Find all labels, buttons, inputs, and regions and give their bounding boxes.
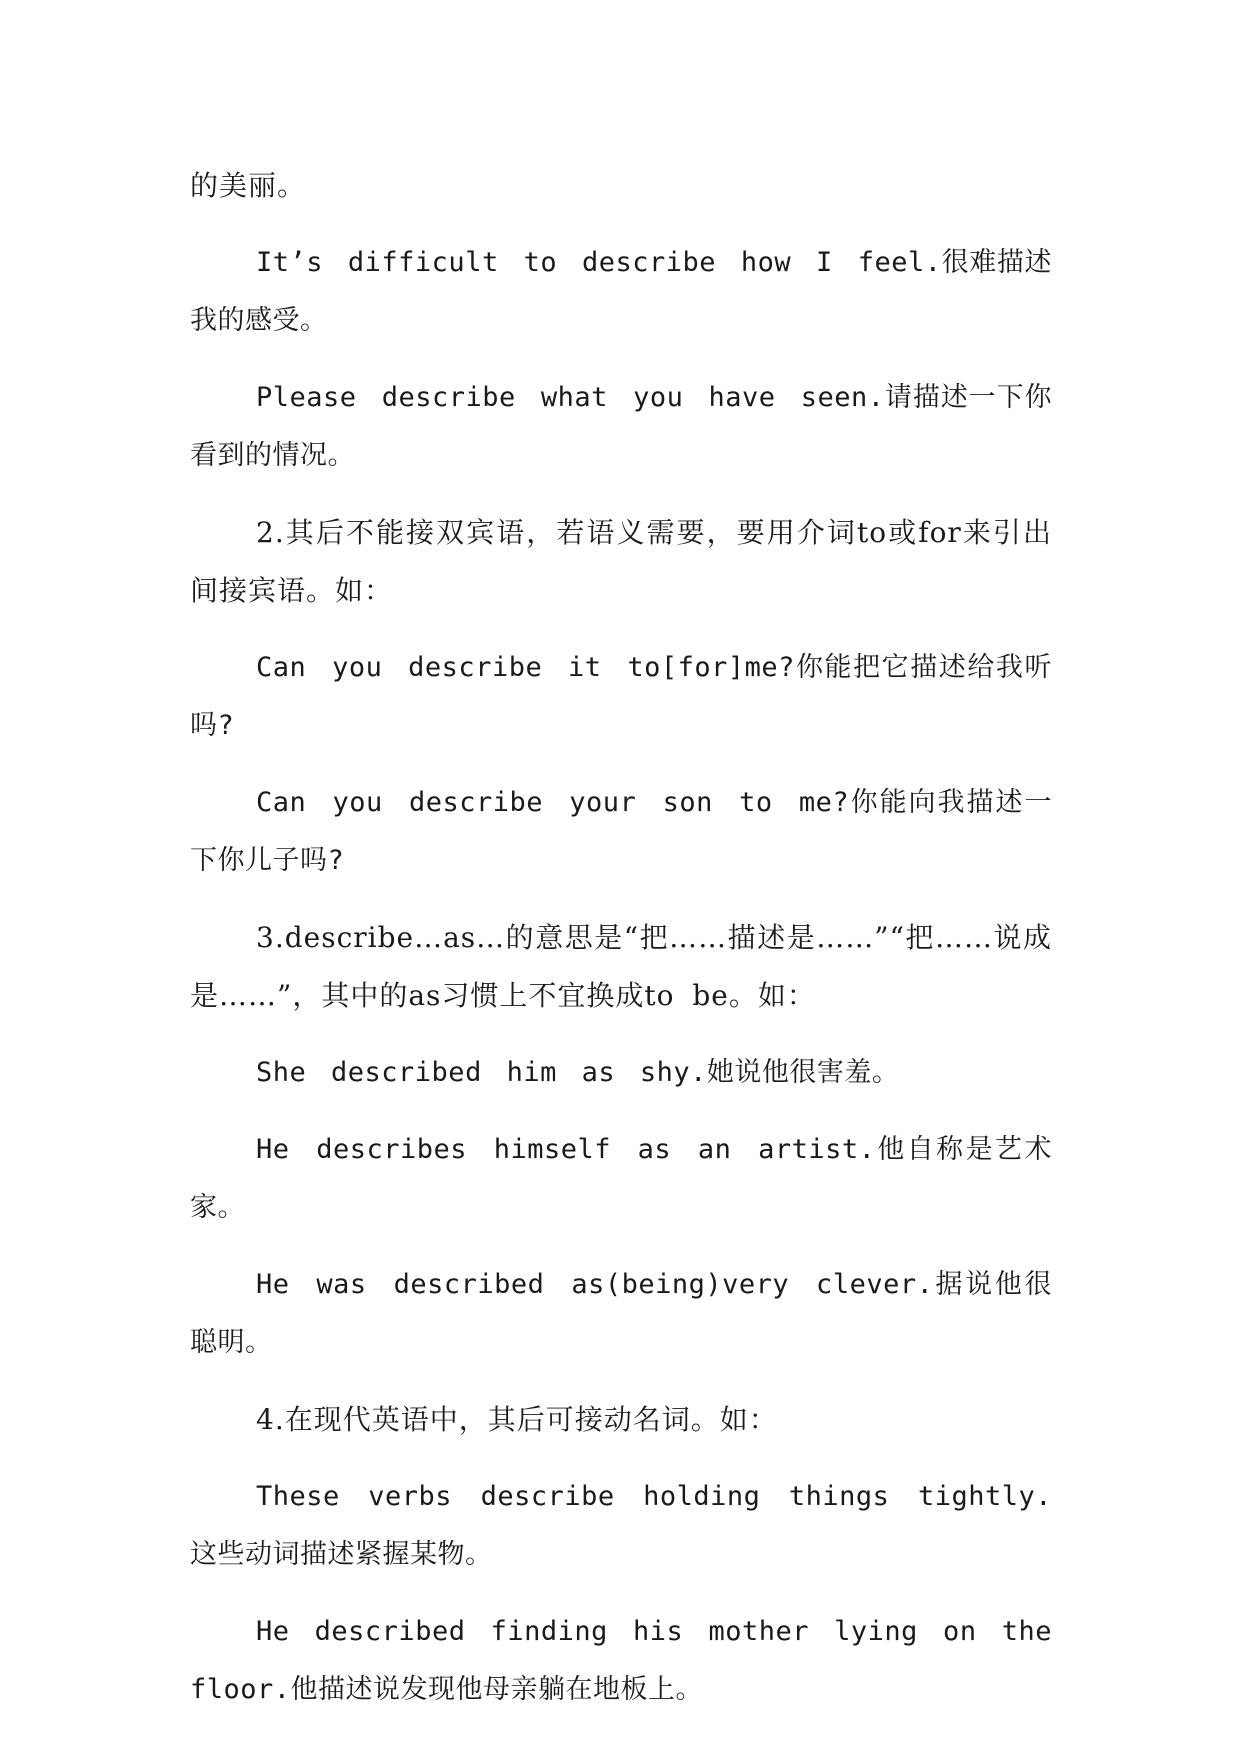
rule-paragraph: 3.describe…as…的意思是“把……描述是……”“把……说成是……”，其中的as习惯上不宜换成to be。如： bbox=[190, 921, 1052, 1012]
example-sentence: He was described as(being)very clever.据说他很聪明。 bbox=[190, 1269, 1052, 1358]
example-sentence: Please describe what you have seen.请描述一下你看到的情况。 bbox=[190, 382, 1052, 471]
example-sentence: He describes himself as an artist.他自称是艺术家。 bbox=[190, 1134, 1052, 1223]
example-sentence: Can you describe it to[for]me?你能把它描述给我听吗? bbox=[190, 652, 1052, 741]
paragraph-continuation: 的美丽。 bbox=[190, 169, 307, 202]
document-page bbox=[190, 157, 1052, 1738]
example-sentence: It’s difficult to describe how I feel.很难描述我的感受。 bbox=[190, 247, 1052, 336]
example-sentence: Can you describe your son to me?你能向我描述一下你儿子吗? bbox=[190, 787, 1052, 876]
example-sentence: These verbs describe holding things tightly.这些动词描述紧握某物。 bbox=[190, 1481, 1052, 1570]
example-sentence: She described him as shy.她说他很害羞。 bbox=[256, 1057, 900, 1088]
rule-paragraph: 4.在现代英语中，其后可接动名词。如： bbox=[256, 1403, 778, 1436]
example-sentence: He described finding his mother lying on the floor.他描述说发现他母亲躺在地板上。 bbox=[190, 1616, 1052, 1705]
rule-paragraph: 2.其后不能接双宾语，若语义需要，要用介词to或for来引出间接宾语。如： bbox=[190, 516, 1052, 607]
